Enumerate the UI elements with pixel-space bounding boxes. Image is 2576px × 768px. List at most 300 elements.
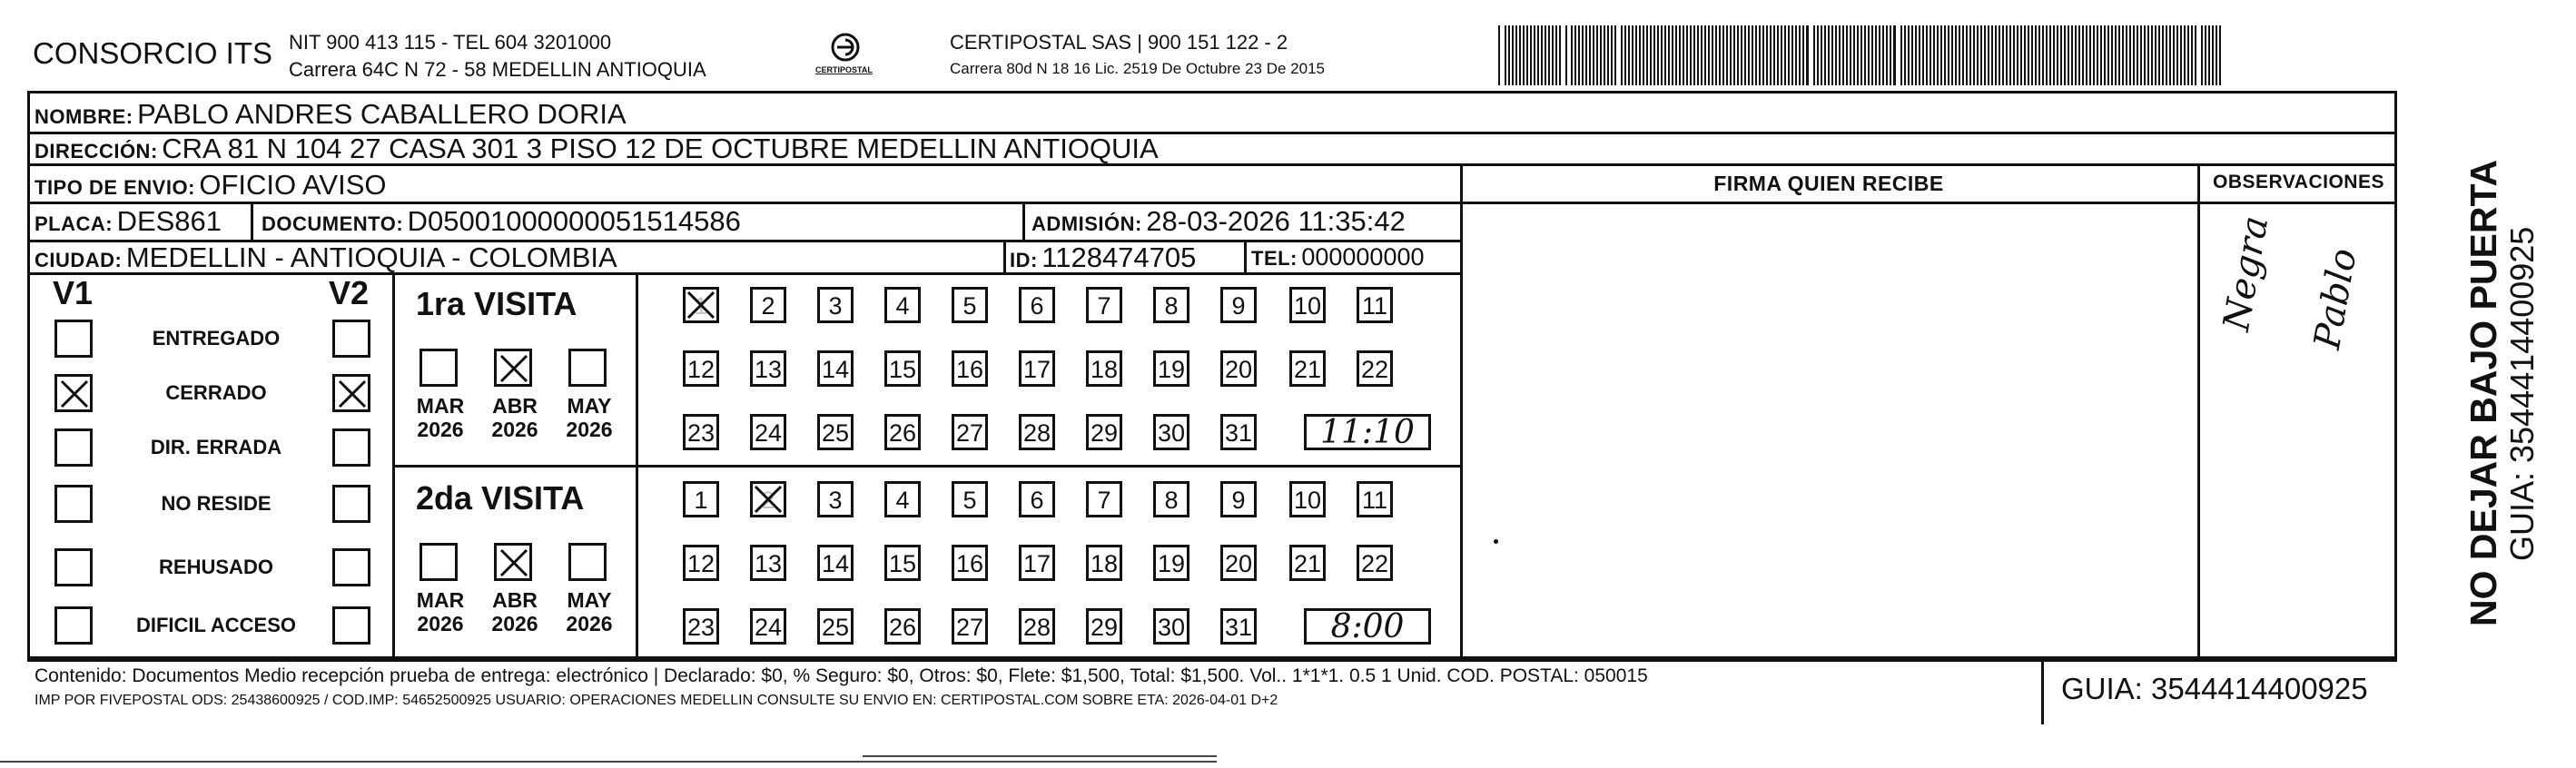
barcode-bar [2162, 25, 2164, 85]
v1-checkbox[interactable] [54, 374, 93, 412]
day-box[interactable] [884, 608, 921, 645]
day-box[interactable] [952, 608, 988, 645]
barcode-bar [1519, 25, 1521, 85]
barcode-bar [1635, 25, 1637, 85]
barcode-bar [1759, 25, 1761, 85]
barcode-bar [1646, 25, 1648, 85]
barcode-bar [2166, 25, 2167, 85]
day-box[interactable] [1019, 287, 1055, 323]
day-box[interactable] [1019, 481, 1055, 517]
barcode-bar [1693, 25, 1695, 85]
day-box[interactable] [683, 545, 719, 581]
day-number: 23 [686, 419, 716, 447]
day-box[interactable] [750, 481, 786, 517]
v2-checkbox[interactable] [332, 606, 370, 645]
v1-checkbox[interactable] [54, 485, 93, 523]
ciudad-label: CIUDAD: [35, 249, 123, 271]
barcode-bar [1977, 25, 1979, 85]
v1-header: V1 [53, 274, 94, 311]
barcode-bar [2118, 25, 2120, 85]
barcode-bar [2140, 25, 2142, 85]
month-label [487, 394, 543, 441]
barcode-bar [1555, 25, 1557, 85]
day-box[interactable] [817, 481, 854, 517]
barcode-bar [1988, 25, 1989, 85]
company-address: Carrera 64C N 72 - 58 MEDELLIN ANTIOQUIA [289, 58, 706, 81]
barcode-bar [1919, 25, 1920, 85]
barcode-bar [2100, 25, 2102, 85]
barcode-bar [1871, 25, 1873, 85]
barcode-bar [1657, 25, 1659, 85]
day-box[interactable] [952, 481, 988, 517]
barcode-bar [1690, 25, 1692, 85]
barcode-bar [1762, 25, 1764, 85]
barcode-bar [1904, 25, 1906, 85]
barcode-bar [2053, 25, 2055, 85]
footer-contenido: Contenido: Documentos Medio recepción prueba de entrega: electrónico | Declarado: $0, % Seguro: $0, Otros: $0, Flete: $1,500, Total: $1,500. Vol.. 1*1*1. 0.5 1 Unid. COD. POSTAL: 050015 [35, 665, 1648, 686]
barcode-bar [1565, 25, 1567, 85]
barcode-bar [1831, 25, 1833, 85]
day-box[interactable] [1289, 350, 1326, 387]
certipostal-logo-text: CERTIPOSTAL [815, 65, 873, 74]
barcode-bar [1534, 25, 1535, 85]
barcode-bar [1860, 25, 1862, 85]
day-box[interactable] [683, 608, 719, 645]
v2-checkbox[interactable] [332, 548, 370, 586]
day-box[interactable] [1220, 350, 1257, 387]
barcode-bar [1505, 25, 1506, 85]
barcode-bar [1679, 25, 1681, 85]
day-number: 14 [821, 356, 850, 383]
barcode-bar [2195, 25, 2196, 85]
month-year: 2026 [566, 418, 613, 441]
day-box[interactable] [750, 608, 786, 645]
day-number: 30 [1157, 419, 1186, 447]
day-box[interactable] [1289, 287, 1326, 323]
day-box[interactable] [683, 481, 719, 517]
day-number: 3 [828, 487, 843, 514]
barcode-bar [2009, 25, 2011, 85]
day-box[interactable] [1153, 481, 1189, 517]
tel-value: 000000000 [1301, 243, 1425, 271]
day-box[interactable] [750, 350, 786, 387]
month-checkbox[interactable] [568, 349, 607, 387]
barcode-bar [2038, 25, 2040, 85]
placa-row [35, 205, 222, 238]
day-box[interactable] [817, 350, 854, 387]
barcode-bar [2107, 25, 2109, 85]
barcode-bar [1708, 25, 1710, 85]
barcode-bar [2017, 25, 2018, 85]
barcode-bar [1842, 25, 1844, 85]
day-number: 27 [955, 614, 984, 641]
day-number: 18 [1090, 550, 1119, 577]
v1-checkbox[interactable] [54, 320, 93, 358]
day-box[interactable] [1086, 350, 1122, 387]
tipo-envio-label: TIPO DE ENVIO: [35, 176, 195, 199]
day-number: 8 [1164, 292, 1179, 320]
admision-row [1031, 205, 1406, 238]
day-number: 13 [754, 550, 783, 577]
day-number: 8 [1164, 487, 1179, 514]
firma-dot [1494, 539, 1498, 544]
day-box[interactable] [750, 287, 786, 323]
barcode-bar [1969, 25, 1971, 85]
status-label: REHUSADO [159, 556, 273, 578]
barcode-bar [2212, 25, 2214, 85]
day-box[interactable] [1289, 481, 1326, 517]
barcode-bar [1839, 25, 1841, 85]
nombre-value: PABLO ANDRES CABALLERO DORIA [137, 98, 627, 130]
barcode-bar [2187, 25, 2189, 85]
day-number: 7 [1097, 292, 1111, 320]
barcode-bar [1813, 25, 1815, 85]
v1-checkbox[interactable] [54, 428, 93, 467]
day-box[interactable] [1019, 414, 1055, 450]
barcode-bar [2205, 25, 2206, 85]
month-label [487, 588, 543, 635]
month-checkbox[interactable] [419, 543, 458, 581]
barcode-bar [2046, 25, 2048, 85]
id-label: ID: [1010, 249, 1038, 271]
day-box[interactable] [1153, 350, 1189, 387]
barcode-bar [1733, 25, 1735, 85]
barcode-bar [1624, 25, 1626, 85]
barcode-bar [1737, 25, 1739, 85]
v1-checkbox[interactable] [54, 548, 93, 586]
direccion-label: DIRECCIÓN: [35, 140, 158, 162]
month-label [412, 588, 469, 635]
barcode-bar [1828, 25, 1830, 85]
day-number: 27 [955, 419, 984, 447]
barcode-bar [1744, 25, 1746, 85]
barcode-bar [1893, 25, 1896, 85]
day-number: 9 [1231, 292, 1246, 320]
day-box[interactable] [1357, 287, 1393, 323]
day-box[interactable] [750, 545, 786, 581]
visit-title: 1ra VISITA [416, 285, 577, 322]
barcode-bar [1650, 25, 1652, 85]
visit-time-box[interactable]: 8:00 [1304, 608, 1431, 645]
barcode-bar [1824, 25, 1826, 85]
barcode-bar [1875, 25, 1877, 85]
day-number: 12 [686, 356, 716, 383]
month-year: 2026 [417, 418, 464, 441]
day-box[interactable] [1019, 350, 1055, 387]
day-number: 6 [1030, 292, 1044, 320]
barcode-bar [1864, 25, 1866, 85]
barcode-bar [1755, 25, 1757, 85]
day-number: 1 [694, 292, 708, 320]
tel-row [1251, 243, 1425, 271]
barcode-bar [1770, 25, 1772, 85]
day-number: 25 [821, 419, 850, 447]
day-box[interactable] [952, 350, 988, 387]
barcode-bar [1788, 25, 1790, 85]
barcode-bar [2129, 25, 2131, 85]
day-box[interactable] [817, 414, 854, 450]
direccion-value: CRA 81 N 104 27 CASA 301 3 PISO 12 DE OCTUBRE MEDELLIN ANTIOQUIA [162, 133, 1159, 164]
barcode-bar [1653, 25, 1655, 85]
day-box[interactable] [952, 414, 988, 450]
day-box[interactable] [683, 350, 719, 387]
visit-title: 2da VISITA [416, 479, 585, 517]
barcode-bar [1951, 25, 1953, 85]
day-box[interactable] [1019, 545, 1055, 581]
day-number: 17 [1022, 550, 1051, 577]
barcode-bar [2133, 25, 2135, 85]
day-number: 31 [1224, 614, 1253, 641]
day-number: 16 [955, 356, 984, 383]
barcode-bar [2216, 25, 2217, 85]
documento-value: D05001000000051514586 [407, 205, 741, 237]
day-box[interactable] [1357, 481, 1393, 517]
day-box[interactable] [952, 287, 988, 323]
barcode-bar [1853, 25, 1855, 85]
day-number: 10 [1293, 487, 1322, 514]
day-box[interactable] [952, 545, 988, 581]
observaciones-header: OBSERVACIONES [2213, 172, 2384, 192]
visit-time-box[interactable]: 11:10 [1304, 414, 1431, 450]
day-number: 15 [888, 356, 917, 383]
day-number: 28 [1022, 614, 1051, 641]
barcode-bar [2173, 25, 2175, 85]
barcode-bar [1817, 25, 1819, 85]
barcode-bar [1668, 25, 1670, 85]
barcode-bar [1722, 25, 1724, 85]
barcode-bar [1661, 25, 1663, 85]
day-number: 22 [1360, 550, 1389, 577]
month-year: 2026 [417, 612, 464, 635]
barcode-bar [1545, 25, 1546, 85]
month-checkbox[interactable] [494, 543, 532, 581]
barcode-bar [1559, 25, 1561, 85]
day-box[interactable] [1153, 287, 1189, 323]
barcode-bar [1937, 25, 1939, 85]
barcode-bar [2144, 25, 2146, 85]
nombre-row [35, 98, 627, 131]
day-box[interactable] [1357, 545, 1393, 581]
month-checkbox[interactable] [419, 349, 458, 387]
barcode-bar [1752, 25, 1753, 85]
barcode-bar [1984, 25, 1986, 85]
barcode-bar [1850, 25, 1851, 85]
day-box[interactable] [1019, 608, 1055, 645]
barcode-bar [1773, 25, 1775, 85]
day-box[interactable] [1086, 608, 1122, 645]
v2-checkbox[interactable] [332, 485, 370, 523]
barcode-bar [1498, 25, 1500, 85]
barcode-bar [1726, 25, 1728, 85]
day-number: 1 [694, 487, 708, 514]
day-box[interactable] [1086, 481, 1122, 517]
month-label [561, 588, 617, 635]
barcode-bar [1639, 25, 1641, 85]
barcode-bar [1515, 25, 1517, 85]
barcode-bar [1643, 25, 1644, 85]
placa-label: PLACA: [35, 212, 114, 235]
barcode-bar [1835, 25, 1837, 85]
barcode-bar [2201, 25, 2203, 85]
observaciones-handwriting-2: Pablo [2306, 245, 2365, 352]
placa-value: DES861 [116, 205, 222, 237]
v1-checkbox[interactable] [54, 606, 93, 645]
day-number: 14 [821, 550, 850, 577]
barcode-bar [1701, 25, 1703, 85]
barcode-bar [2147, 25, 2149, 85]
barcode-bar [1614, 25, 1616, 85]
id-row [1010, 241, 1196, 274]
day-number: 20 [1224, 550, 1253, 577]
ciudad-row [35, 241, 617, 274]
barcode-bar [1879, 25, 1880, 85]
day-box[interactable] [1153, 545, 1189, 581]
day-number: 4 [895, 487, 910, 514]
barcode-bar [1548, 25, 1550, 85]
barcode-bar [2137, 25, 2138, 85]
barcode-bar [1846, 25, 1848, 85]
day-number: 5 [962, 487, 977, 514]
status-label: DIFICIL ACCESO [135, 614, 296, 636]
barcode-bar [1571, 25, 1573, 85]
day-box[interactable] [1220, 608, 1257, 645]
barcode-bar [1973, 25, 1975, 85]
admision-value: 28-03-2026 11:35:42 [1146, 205, 1406, 237]
day-box[interactable] [884, 481, 921, 517]
barcode-bar [2064, 25, 2066, 85]
day-number: 24 [754, 614, 783, 641]
month-name: ABR [492, 588, 538, 612]
barcode-bar [2097, 25, 2098, 85]
barcode-bar [1530, 25, 1532, 85]
admision-label: ADMISIÓN: [1031, 212, 1142, 235]
barcode-bar [1741, 25, 1742, 85]
barcode-bar [2208, 25, 2210, 85]
barcode-bar [1795, 25, 1797, 85]
day-number: 13 [754, 356, 783, 383]
month-name: ABR [492, 394, 538, 418]
barcode-bar [1930, 25, 1931, 85]
month-checkbox[interactable] [568, 543, 607, 581]
day-number: 25 [821, 614, 850, 641]
footer-guia: GUIA: 3544414400925 [2061, 672, 2368, 705]
side-guia: GUIA: 3544414400925 [2503, 226, 2541, 561]
day-box[interactable] [1086, 287, 1122, 323]
month-checkbox[interactable] [494, 349, 532, 387]
barcode-bar [1526, 25, 1528, 85]
day-box[interactable] [1220, 481, 1257, 517]
day-box[interactable] [1220, 545, 1257, 581]
barcode-bar [1886, 25, 1888, 85]
barcode-bar [2151, 25, 2153, 85]
barcode-bar [1541, 25, 1543, 85]
barcode-bar [1683, 25, 1684, 85]
barcode-bar [1821, 25, 1822, 85]
barcode-bar [2093, 25, 2095, 85]
barcode-bar [1900, 25, 1902, 85]
month-name: MAR [416, 394, 465, 418]
day-number: 30 [1157, 614, 1186, 641]
barcode-bar [1962, 25, 1964, 85]
day-box[interactable] [884, 350, 921, 387]
barcode-bar [1730, 25, 1732, 85]
barcode-bar [2176, 25, 2178, 85]
certipostal-license: Carrera 80d N 18 16 Lic. 2519 De Octubre 23 De 2015 [950, 60, 1325, 77]
id-value: 1128474705 [1041, 241, 1197, 273]
day-box[interactable] [683, 414, 719, 450]
status-label: DIR. ERRADA [150, 436, 282, 458]
barcode-bar [2104, 25, 2106, 85]
barcode-bar [1791, 25, 1793, 85]
day-box[interactable] [817, 287, 854, 323]
month-name: MAY [567, 394, 612, 418]
barcode-bar [2155, 25, 2157, 85]
day-number: 19 [1157, 356, 1186, 383]
day-number: 2 [761, 487, 775, 514]
barcode-bar [1621, 25, 1623, 85]
day-box[interactable] [1153, 608, 1189, 645]
day-number: 26 [888, 419, 917, 447]
month-label [412, 394, 469, 441]
barcode-bar [2057, 25, 2058, 85]
barcode-bar [1672, 25, 1673, 85]
day-number: 10 [1293, 292, 1322, 320]
tel-label: TEL: [1251, 247, 1298, 270]
day-box[interactable] [817, 608, 854, 645]
barcode-bar [2006, 25, 2008, 85]
footer-imp: IMP POR FIVEPOSTAL ODS: 25438600925 / COD.IMP: 54652500925 USUARIO: OPERACIONES MEDELLIN CONSULTE SU ENVIO EN: CERTIPOSTAL.COM SOBRE ETA: 2026-04-01 D+2 [35, 693, 1278, 708]
certipostal-name: CERTIPOSTAL SAS | 900 151 122 - 2 [950, 31, 1288, 54]
day-box[interactable] [1086, 545, 1122, 581]
barcode-bar [2180, 25, 2182, 85]
day-box[interactable] [1357, 350, 1393, 387]
day-number: 23 [686, 614, 716, 641]
day-box[interactable] [884, 414, 921, 450]
day-box[interactable] [1220, 414, 1257, 450]
barcode-bar [2002, 25, 2004, 85]
barcode-bar [2035, 25, 2037, 85]
day-box[interactable] [884, 545, 921, 581]
barcode-bar [1697, 25, 1699, 85]
day-box[interactable] [884, 287, 921, 323]
day-box[interactable] [1289, 545, 1326, 581]
month-name: MAY [567, 588, 612, 612]
documento-label: DOCUMENTO: [262, 212, 404, 235]
day-box[interactable] [1220, 287, 1257, 323]
firma-area [1463, 204, 2196, 658]
day-box[interactable] [683, 287, 719, 323]
barcode-bar [2158, 25, 2160, 85]
month-label [561, 394, 617, 441]
day-box[interactable] [817, 545, 854, 581]
day-box[interactable] [750, 414, 786, 450]
barcode-bar [2122, 25, 2124, 85]
barcode-bar [1582, 25, 1584, 85]
v2-checkbox[interactable] [332, 320, 370, 358]
barcode-bar [1959, 25, 1960, 85]
v2-checkbox[interactable] [332, 374, 370, 412]
day-box[interactable] [1086, 414, 1122, 450]
v2-checkbox[interactable] [332, 428, 370, 467]
observaciones-handwriting-1: Negra [2216, 212, 2277, 334]
day-box[interactable] [1153, 414, 1189, 450]
barcode-bar [2191, 25, 2193, 85]
barcode-bar [1508, 25, 1510, 85]
barcode-bar [2089, 25, 2091, 85]
month-year: 2026 [491, 418, 538, 441]
tipo-envio-value: OFICIO AVISO [199, 169, 387, 201]
barcode-bar [2082, 25, 2084, 85]
